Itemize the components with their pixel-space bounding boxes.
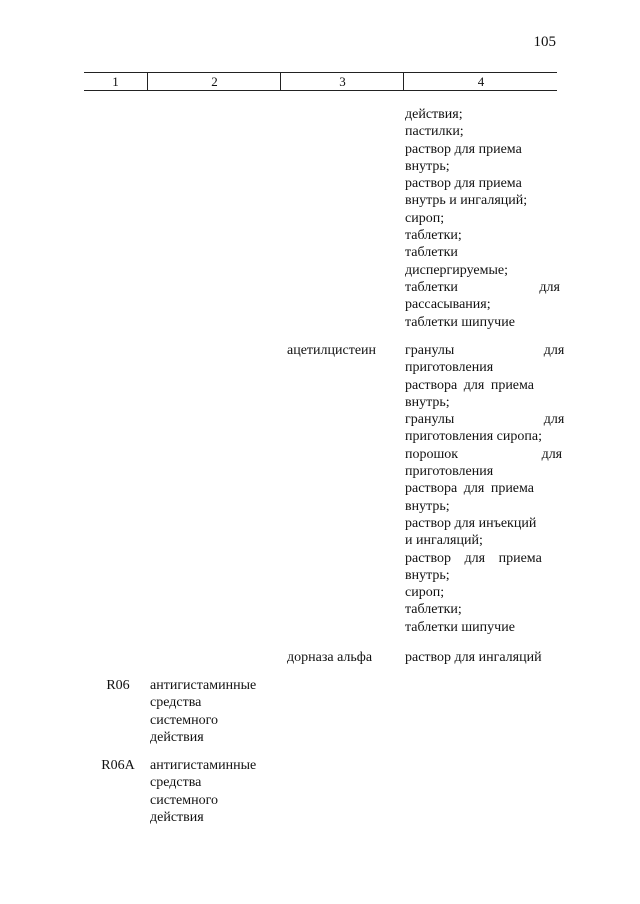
- dosage-forms-dornase-alfa: [405, 649, 553, 666]
- form-line: внутрь;: [405, 158, 450, 174]
- atc-group-r06a: [150, 757, 280, 826]
- form-line: приготовления: [405, 464, 494, 480]
- group-line: системного: [150, 792, 218, 808]
- group-line: антигистаминные: [150, 758, 257, 773]
- form-line: раствор для приема: [405, 550, 542, 566]
- form-line: раствора для приема: [405, 481, 534, 497]
- form-line: раствор для ингаляций: [405, 650, 542, 665]
- form-line: действия;: [405, 107, 463, 122]
- header-col-4: 4: [403, 73, 558, 90]
- page-number: 105: [533, 34, 556, 50]
- form-line: гранулы для: [405, 412, 565, 428]
- atc-group-r06: [150, 677, 280, 746]
- form-line: раствор для приема: [405, 176, 522, 192]
- group-line: действия: [150, 729, 204, 745]
- form-line: раствора для приема: [405, 377, 534, 393]
- form-line: таблетки для: [405, 279, 560, 295]
- form-line: сироп;: [405, 210, 445, 226]
- atc-code-r06a: R06A: [101, 758, 135, 773]
- dosage-forms-continued: [405, 106, 560, 331]
- form-line: диспергируемые;: [405, 262, 508, 278]
- atc-code-r06: R06: [106, 678, 130, 693]
- form-line: внутрь;: [405, 498, 450, 514]
- group-line: действия: [150, 809, 204, 825]
- header-col-1: 1: [112, 74, 119, 89]
- group-line: средства: [150, 775, 202, 791]
- form-line: сироп;: [405, 585, 445, 601]
- form-line: таблетки шипучие: [405, 314, 515, 330]
- header-col-2: 2: [147, 73, 281, 90]
- dosage-forms-acetylcysteine: [405, 342, 565, 636]
- form-line: гранулы для: [405, 343, 565, 358]
- form-line: рассасывания;: [405, 297, 491, 313]
- drug-name-acetylcysteine: ацетилцистеин: [287, 343, 377, 358]
- group-line: системного: [150, 712, 218, 728]
- group-line: антигистаминные: [150, 678, 257, 693]
- form-line: таблетки: [405, 245, 458, 261]
- form-line: внутрь;: [405, 394, 450, 410]
- form-line: таблетки шипучие: [405, 619, 515, 635]
- form-line: и ингаляций;: [405, 533, 483, 549]
- form-line: таблетки;: [405, 602, 462, 618]
- form-line: приготовления: [405, 360, 494, 376]
- form-line: раствор для приема: [405, 141, 522, 157]
- group-line: средства: [150, 695, 202, 711]
- form-line: порошок для: [405, 446, 563, 462]
- form-line: внутрь;: [405, 567, 450, 583]
- form-line: пастилки;: [405, 124, 464, 140]
- form-line: приготовления сиропа;: [405, 429, 542, 445]
- form-line: раствор для инъекций: [405, 515, 537, 531]
- form-line: таблетки;: [405, 228, 462, 244]
- header-col-3: 3: [280, 73, 404, 90]
- drug-name-dornase-alfa: дорназа альфа: [287, 650, 373, 665]
- form-line: внутрь и ингаляций;: [405, 193, 528, 209]
- table-header-row: [84, 72, 557, 91]
